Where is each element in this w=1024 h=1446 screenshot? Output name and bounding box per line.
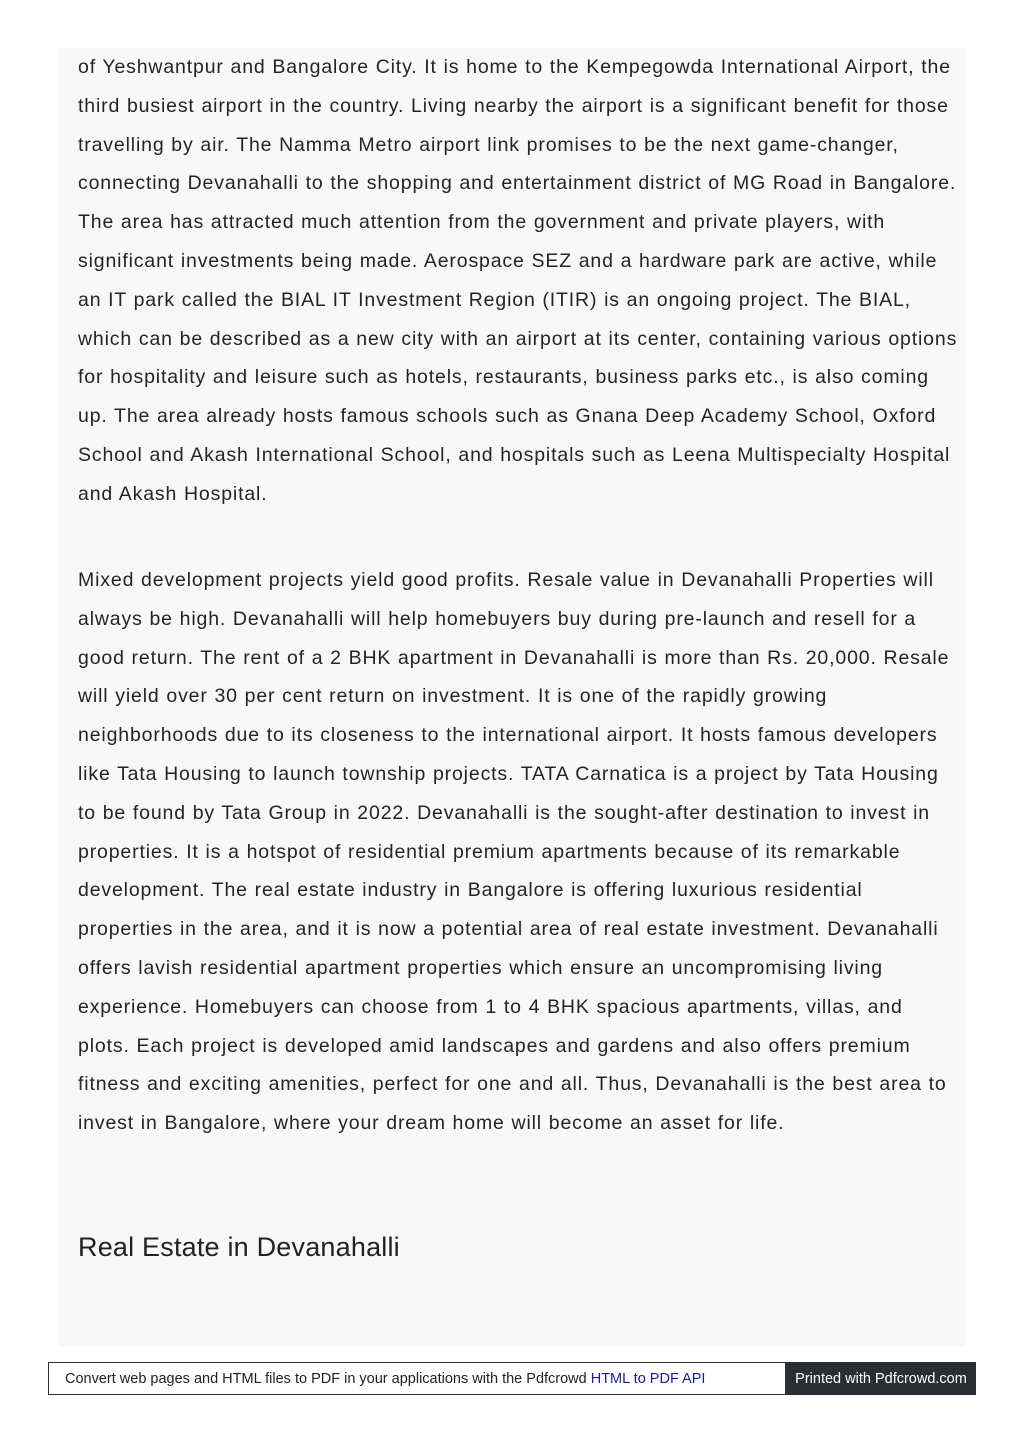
pdfcrowd-footer xyxy=(48,1362,976,1395)
printed-with-pdfcrowd-link[interactable]: Printed with Pdfcrowd.com xyxy=(786,1362,976,1395)
article-paragraph: of Yeshwantpur and Bangalore City. It is home to the Kempegowda International Airport, the third busiest airport in the country. Living nearby the airport is a significant benefit for those travelling by air. The Namma Metro airport link promises to be the next game-changer, connecting Devanahalli to the shopping and entertainment district of MG Road in Bangalore. The area has attracted much attention from the government and private players, with significant investments being made. Aerospace SEZ and a hardware park are active, while an IT park called the BIAL IT Investment Region (ITIR) is an ongoing project. The BIAL, which can be described as a new city with an airport at its center, containing various options for hospitality and leisure such as hotels, restaurants, business parks etc., is also coming up. The area already hosts famous schools such as Gnana Deep Academy School, Oxford School and Akash International School, and hospitals such as Leena Multispecialty Hospital and Akash Hospital. xyxy=(78,56,958,505)
article-content xyxy=(58,48,966,1347)
section-heading: Real Estate in Devanahalli xyxy=(78,1232,400,1262)
html-to-pdf-api-link[interactable]: HTML to PDF API xyxy=(590,1370,706,1387)
footer-convert-notice xyxy=(48,1362,786,1395)
article-paragraph: Mixed development projects yield good profits. Resale value in Devanahalli Properties will always be high. Devanahalli will help homebuyers buy during pre-launch and resell for a good return. The rent of a 2 BHK apartment in Devanahalli is more than Rs. 20,000. Resale will yield over 30 per cent return on investment. It is one of the rapidly growing neighborhoods due to its closeness to the international airport. It hosts famous developers like Tata Housing to launch township projects. TATA Carnatica is a project by Tata Housing to be found by Tata Group in 2022. Devanahalli is the sought-after destination to invest in properties. It is a hotspot of residential premium apartments because of its remarkable development. The real estate industry in Bangalore is offering luxurious residential properties in the area, and it is now a potential area of real estate investment. Devanahalli offers lavish residential apartment properties which ensure an uncompromising living experience. Homebuyers can choose from 1 to 4 BHK spacious apartments, villas, and plots. Each project is developed amid landscapes and gardens and also offers premium fitness and exciting amenities, perfect for one and all. Thus, Devanahalli is the best area to invest in Bangalore, where your dream home will become an asset for life. xyxy=(78,569,950,1135)
footer-convert-text: Convert web pages and HTML files to PDF in your applications with the Pdfcrowd xyxy=(65,1370,587,1387)
